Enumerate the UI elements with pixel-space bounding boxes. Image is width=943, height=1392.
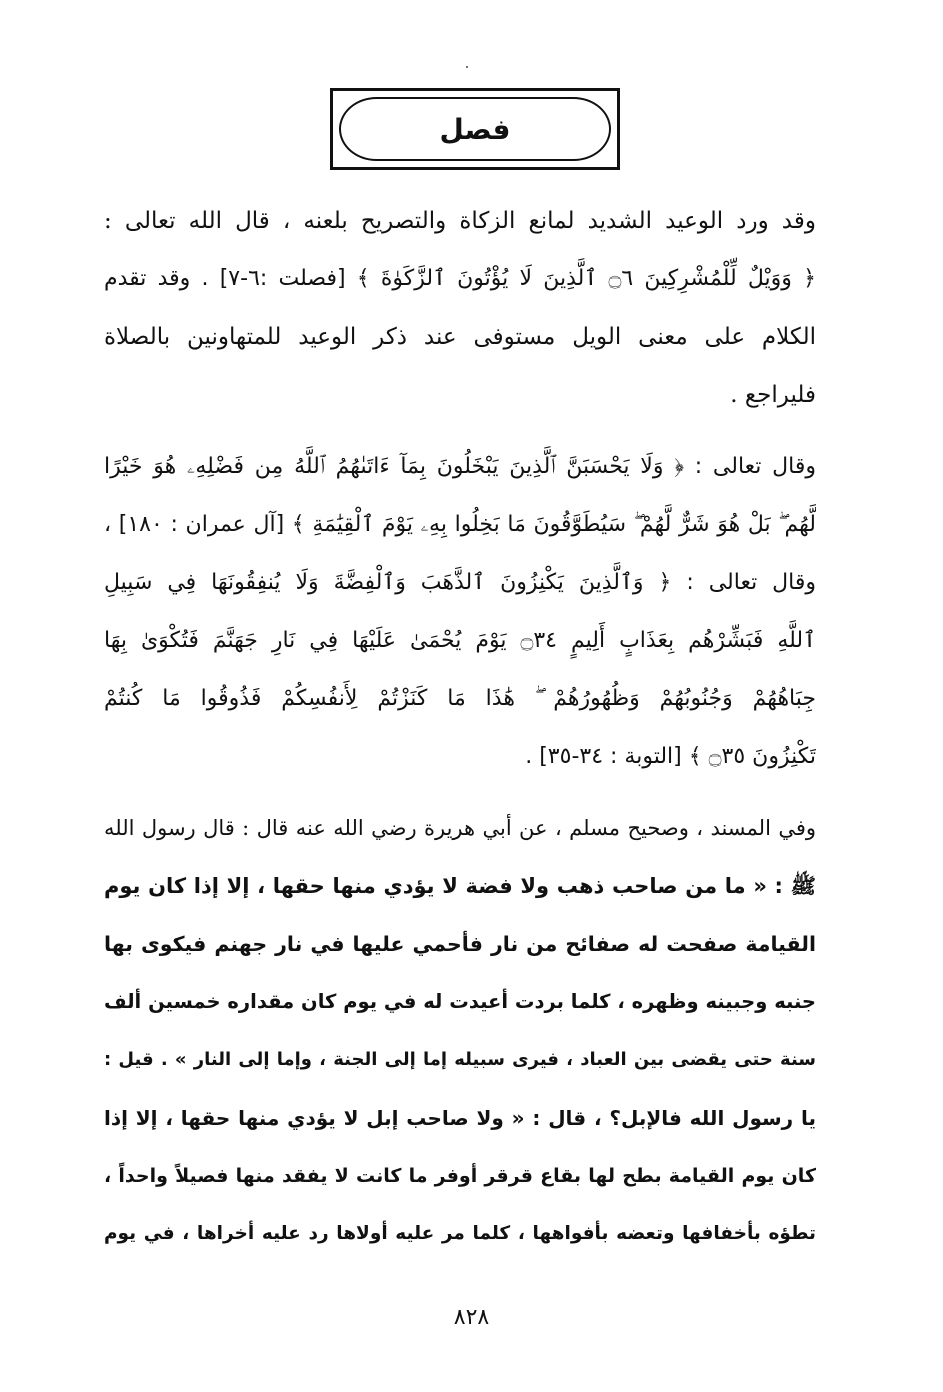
paragraph-2 (104, 438, 816, 786)
text-line-hadith: جنبه وجبينه وظهره ، كلما بردت أعيدت له في يوم كان مقداره خمسين ألف (104, 990, 816, 1013)
text-line-quran: لَّهُم ۖ بَلْ هُوَ شَرٌّ لَّهُمْ ۖ سَيُطَوَّقُونَ مَا بَخِلُوا بِهِۦ يَوْمَ ٱلْقِيَٰمَةِ ﴾ [آل عمران : ١٨٠] ، (104, 512, 816, 537)
text-line-quran: ﴿ وَوَيْلٌ لِّلْمُشْرِكِينَ ۝٦ ٱلَّذِينَ لَا يُؤْتُونَ ٱلزَّكَوٰةَ ﴾ [فصلت :٦-٧] . وقد تقدم (104, 266, 816, 291)
paragraph-3 (104, 799, 816, 1263)
section-heading-frame (330, 88, 620, 170)
section-heading-inner-frame (339, 97, 611, 161)
text-line: الكلام على معنى الويل مستوفى عند ذكر الوعيد للمتهاونين بالصلاة (104, 324, 816, 350)
text-line: فليراجع . (730, 382, 816, 408)
text-line-quran: جِبَاهُهُمْ وَجُنُوبُهُمْ وَظُهُورُهُمْ ۖ هَٰذَا مَا كَنَزْتُمْ لِأَنفُسِكُمْ فَذُوقُوا مَا كُنتُمْ (104, 686, 816, 711)
text-line-quran: تَكْنِزُونَ ۝٣٥ ﴾ [التوبة : ٣٤-٣٥] . (525, 744, 816, 769)
text-line-quran: وقال تعالى : ﴿ وَلَا يَحْسَبَنَّ ٱلَّذِينَ يَبْخَلُونَ بِمَآ ءَاتَىٰهُمُ ٱللَّهُ مِن فَضْلِهِۦ هُوَ خَيْرًا (104, 454, 816, 479)
text-line-hadith: يا رسول الله فالإبل؟ ، قال : « ولا صاحب إبل لا يؤدي منها حقها ، إلا إذا (104, 1106, 816, 1130)
text-line: وقد ورد الوعيد الشديد لمانع الزكاة والتصريح بلعنه ، قال الله تعالى : (104, 208, 816, 234)
text-line-quran: وقال تعالى : ﴿ وَٱلَّذِينَ يَكْنِزُونَ ٱلذَّهَبَ وَٱلْفِضَّةَ وَلَا يُنفِقُونَهَا فِي سَبِيلِ (104, 570, 816, 595)
text-line-hadith: سنة حتى يقضى بين العباد ، فيرى سبيله إما إلى الجنة ، وإما إلى النار » . قيل : (104, 1049, 816, 1070)
section-heading: فصل (439, 112, 511, 146)
page-number: ٨٢٨ (453, 1305, 490, 1330)
text-line-hadith: القيامة صفحت له صفائح من نار فأحمي عليها في نار جهنم فيكوى بها (104, 932, 816, 956)
text-line: وفي المسند ، وصحيح مسلم ، عن أبي هريرة رضي الله عنه قال : قال رسول الله (104, 816, 816, 840)
text-line-hadith: ﷺ : « ما من صاحب ذهب ولا فضة لا يؤدي منها حقها ، إلا إذا كان يوم (104, 874, 816, 898)
text-line-hadith: تطؤه بأخفافها وتعضه بأفواهها ، كلما مر عليه أولاها رد عليه أخراها ، في يوم (104, 1223, 816, 1244)
page-dot-mark (466, 66, 468, 68)
text-line-quran: ٱللَّهِ فَبَشِّرْهُم بِعَذَابٍ أَلِيمٍ ۝٣٤ يَوْمَ يُحْمَىٰ عَلَيْهَا فِي نَارِ جَهَنَّمَ فَتُكْوَىٰ بِهَا (104, 628, 816, 653)
paragraph-1 (104, 192, 816, 424)
text-line-hadith: كان يوم القيامة بطح لها بقاع قرقر أوفر ما كانت لا يفقد منها فصيلاً واحداً ، (104, 1165, 816, 1187)
